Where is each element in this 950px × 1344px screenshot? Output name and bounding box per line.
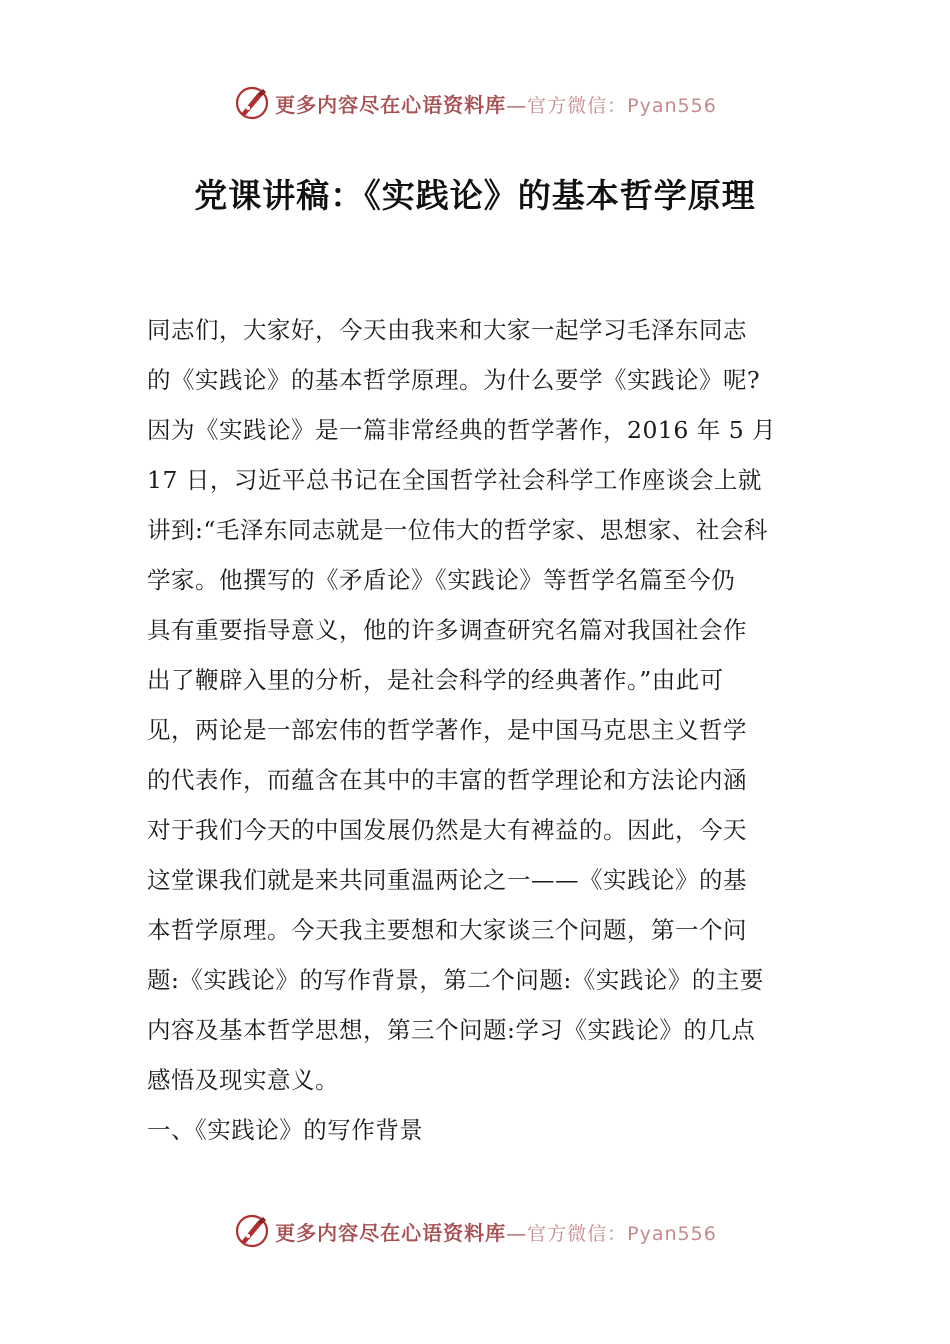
body-line: 因为《实践论》是一篇非常经典的哲学著作，2016 年 5 月	[147, 416, 777, 444]
footer-watermark-banner	[0, 1206, 950, 1256]
body-line: 具有重要指导意义，他的许多调查研究名篇对我国社会作	[147, 616, 747, 644]
body-line: 的《实践论》的基本哲学原理。为什么要学《实践论》呢?	[147, 366, 761, 394]
document-body	[147, 305, 807, 1155]
body-line: 17 日，习近平总书记在全国哲学社会科学工作座谈会上就	[147, 466, 762, 494]
document-title: 党课讲稿：《实践论》的基本哲学原理	[194, 176, 756, 215]
pen-nib-logo-icon	[233, 1212, 271, 1250]
body-line: 这堂课我们就是来共同重温两论之一——《实践论》的基	[147, 866, 747, 894]
header-watermark-banner	[0, 78, 950, 128]
body-line: 感悟及现实意义。	[147, 1066, 339, 1094]
body-line: 题:《实践论》的写作背景，第二个问题:《实践论》的主要	[147, 966, 764, 994]
section-heading: 一、《实践论》的写作背景	[147, 1116, 424, 1144]
body-line: 出了鞭辟入里的分析，是社会科学的经典著作。”由此可	[147, 666, 724, 694]
body-line: 讲到:“毛泽东同志就是一位伟大的哲学家、思想家、社会科	[147, 516, 768, 544]
watermark-dash: —	[506, 92, 528, 117]
body-line: 内容及基本哲学思想，第三个问题:学习《实践论》的几点	[147, 1016, 756, 1044]
watermark-brand: 更多内容尽在心语资料库	[275, 1220, 507, 1245]
watermark-text	[275, 89, 717, 118]
body-line: 本哲学原理。今天我主要想和大家谈三个问题，第一个问	[147, 916, 747, 944]
watermark-wechat: 官方微信：Pyan556	[527, 94, 717, 117]
pen-nib-logo-icon	[233, 84, 271, 122]
body-line: 同志们，大家好，今天由我来和大家一起学习毛泽东同志	[147, 316, 747, 344]
watermark-dash: —	[506, 1220, 528, 1245]
watermark-text	[275, 1217, 717, 1246]
body-line: 对于我们今天的中国发展仍然是大有裨益的。因此，今天	[147, 816, 747, 844]
body-line: 学家。他撰写的《矛盾论》《实践论》等哲学名篇至今仍	[147, 566, 736, 594]
body-line: 见，两论是一部宏伟的哲学著作，是中国马克思主义哲学	[147, 716, 747, 744]
body-line: 的代表作，而蕴含在其中的丰富的哲学理论和方法论内涵	[147, 766, 747, 794]
watermark-wechat: 官方微信：Pyan556	[527, 1222, 717, 1245]
watermark-brand: 更多内容尽在心语资料库	[275, 92, 507, 117]
